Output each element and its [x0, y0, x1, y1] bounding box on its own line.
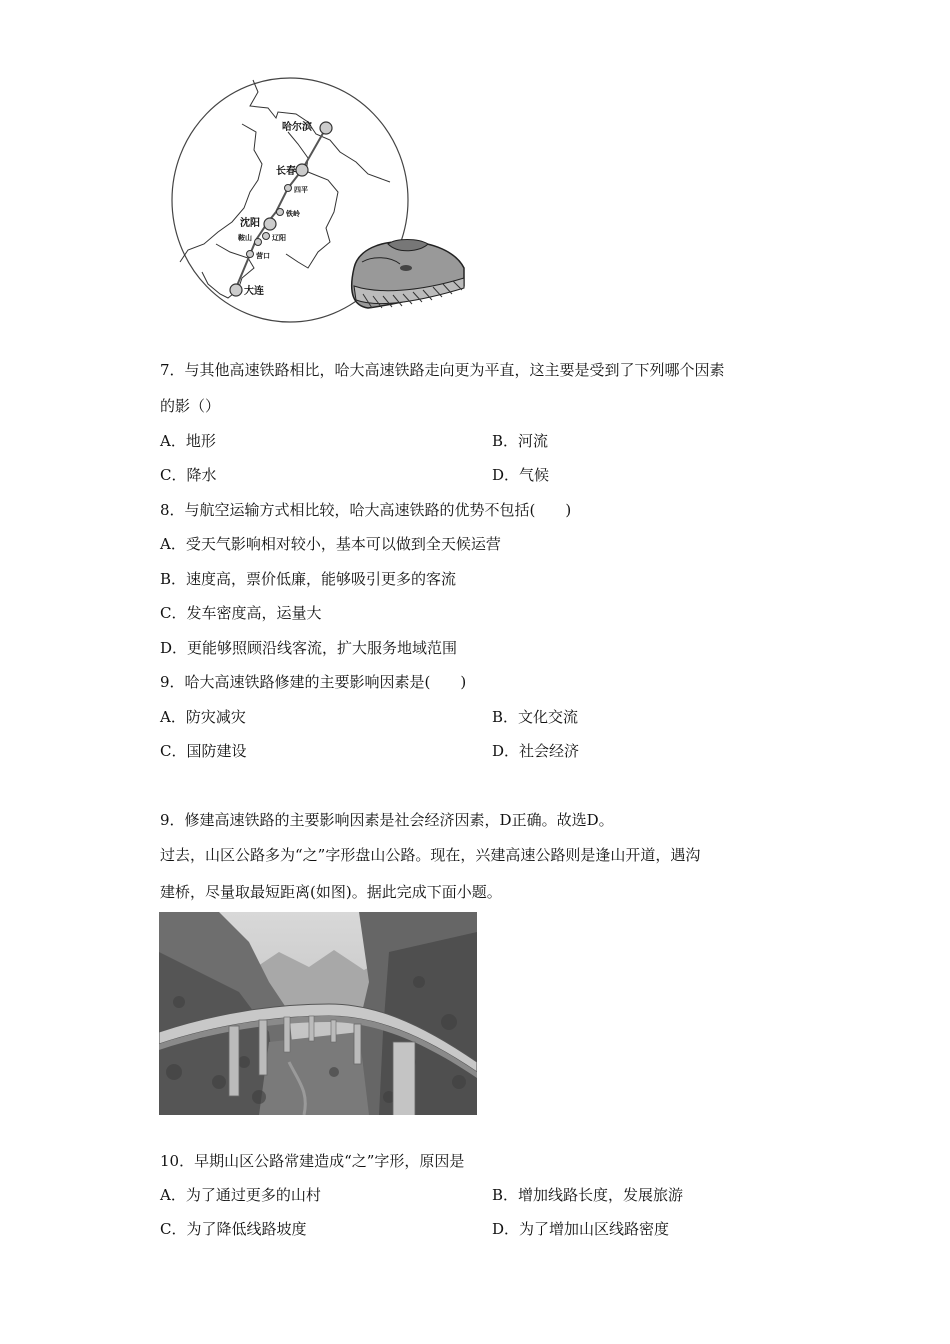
city-label-dalian: 大连	[244, 286, 264, 297]
railway-map-figure	[158, 72, 474, 328]
q10-option-c: C．为了降低线路坡度	[160, 1220, 307, 1238]
q7-option-a: A．地形	[160, 432, 216, 450]
city-dot-yingkou	[247, 251, 254, 258]
city-dot-changchun	[296, 164, 308, 176]
q9-option-b: B．文化交流	[492, 708, 579, 726]
city-label-harbin: 哈尔滨	[282, 122, 312, 133]
city-dot-liaoyang	[263, 233, 270, 240]
mountain-highway-bridge-photo	[159, 912, 477, 1115]
q10-stem: 10．早期山区公路常建造成“之”字形，原因是	[160, 1152, 465, 1170]
q7-option-d: D．气候	[492, 466, 550, 484]
q7-option-b: B．河流	[492, 432, 549, 450]
city-label-yingkou: 营口	[256, 252, 270, 260]
q9-option-a: A．防灾减灾	[160, 708, 246, 726]
q7-option-c: C．降水	[160, 466, 217, 484]
q8-option-a: A．受天气影响相对较小，基本可以做到全天候运营	[160, 535, 501, 553]
city-label-shenyang: 沈阳	[240, 218, 260, 229]
q7-stem-line2: 的影（）	[160, 397, 221, 415]
q9-option-c: C．国防建设	[160, 742, 247, 760]
city-label-anshan: 鞍山	[238, 234, 252, 242]
answer-9: 9．修建高速铁路的主要影响因素是社会经济因素，D正确。故选D。	[160, 811, 614, 829]
passage-line2: 建桥，尽量取最短距离(如图)。据此完成下面小题。	[160, 883, 502, 901]
city-dot-siping	[285, 185, 292, 192]
q9-stem: 9．哈大高速铁路修建的主要影响因素是( )	[160, 673, 467, 691]
passage-line1: 过去，山区公路多为“之”字形盘山公路。现在，兴建高速公路则是逢山开道，遇沟	[160, 846, 701, 864]
q9-option-d: D．社会经济	[492, 742, 580, 760]
city-label-siping: 四平	[294, 186, 308, 194]
q8-stem: 8．与航空运输方式相比较，哈大高速铁路的优势不包括( )	[160, 501, 572, 519]
q10-option-d: D．为了增加山区线路密度	[492, 1220, 670, 1238]
city-label-tieling: 铁岭	[286, 210, 300, 218]
q10-option-a: A．为了通过更多的山村	[160, 1186, 321, 1204]
q8-option-b: B．速度高，票价低廉，能够吸引更多的客流	[160, 570, 457, 588]
city-dot-anshan	[255, 239, 262, 246]
city-label-changchun: 长春	[276, 166, 296, 177]
city-dot-shenyang	[264, 218, 276, 230]
city-label-liaoyang: 辽阳	[272, 234, 286, 242]
city-dot-harbin	[320, 122, 332, 134]
q8-option-c: C．发车密度高，运量大	[160, 604, 322, 622]
q8-option-d: D．更能够照顾沿线客流，扩大服务地域范围	[160, 639, 458, 657]
city-dot-dalian	[230, 284, 242, 296]
train-illustration	[352, 240, 464, 309]
city-dot-tieling	[277, 209, 284, 216]
q10-option-b: B．增加线路长度，发展旅游	[492, 1186, 684, 1204]
q7-stem-line1: 7．与其他高速铁路相比，哈大高速铁路走向更为平直，这主要是受到了下列哪个因素	[160, 361, 725, 379]
